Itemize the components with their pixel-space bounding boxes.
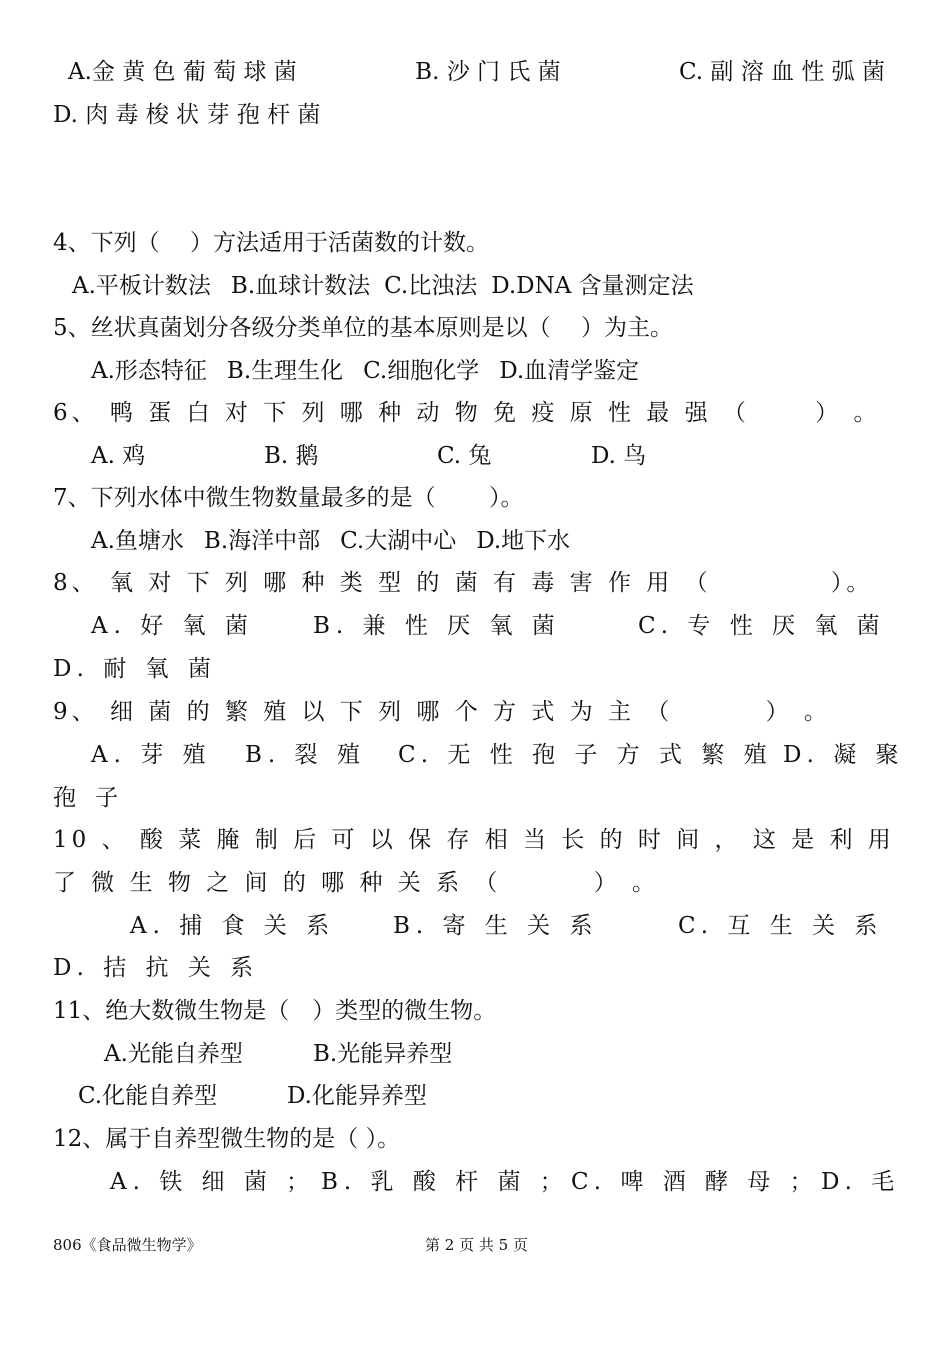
option-c: C. 副 溶 血 性 弧 菌 [679, 59, 885, 85]
option-b: B. 裂 殖 [245, 742, 366, 768]
option-d: D. 毛 [821, 1169, 901, 1195]
option-d: D. 鸟 [591, 443, 647, 469]
options-q11-ab [53, 1039, 885, 1069]
options-q11-cd [53, 1081, 885, 1111]
options-q10 [53, 911, 885, 941]
option-b: B. 鹅 [264, 443, 319, 469]
option-c: C.化能自养型 [78, 1083, 218, 1109]
option-c: C. 啤 酒 酵 母 ； [571, 1169, 819, 1195]
option-c: C. 兔 [437, 443, 492, 469]
footer-page-number: 第 2 页 共 5 页 [425, 1236, 528, 1254]
option-a: A. 捕 食 关 系 [130, 913, 336, 939]
option-d: D.地下水 [476, 528, 571, 554]
option-d: D. 凝 聚 [783, 742, 905, 768]
option-c: C.细胞化学 [363, 358, 480, 384]
question-10-line-2: 了 微 生 物 之 间 的 哪 种 关 系 （ ） 。 [53, 870, 660, 896]
question-6: 6、 鸭 蛋 白 对 下 列 哪 种 动 物 免 疫 原 性 最 强 （ ） 。 [53, 400, 881, 426]
option-d-q10: D. 拮 抗 关 系 [53, 955, 260, 981]
question-11: 11、绝大数微生物是（ ）类型的微生物。 [53, 998, 497, 1024]
option-c: C. 专 性 厌 氧 菌 [638, 613, 886, 639]
option-a: A. 好 氧 菌 [91, 613, 254, 639]
question-8: 8、 氧 对 下 列 哪 种 类 型 的 菌 有 毒 害 作 用 （ ）。 [53, 570, 874, 596]
question-7: 7、下列水体中微生物数量最多的是（ ）。 [53, 485, 524, 511]
option-b: B. 寄 生 关 系 [393, 913, 599, 939]
options-q7 [91, 526, 923, 556]
question-10-line-1: 10 、 酸 菜 腌 制 后 可 以 保 存 相 当 长 的 时 间 ， 这 是 利 用 [53, 827, 895, 853]
options-q8 [53, 611, 885, 641]
option-d-q8: D. 耐 氧 菌 [53, 656, 217, 682]
question-12: 12、属于自养型微生物的是（ ）。 [53, 1126, 401, 1152]
option-d: D.化能异养型 [287, 1083, 427, 1109]
question-5: 5、丝状真菌划分各级分类单位的基本原则是以（ ）为主。 [53, 315, 673, 341]
option-c: C. 无 性 孢 子 方 式 繁 殖 [398, 742, 773, 768]
option-a: A.形态特征 [91, 358, 207, 384]
footer-course-title: 806《食品微生物学》 [53, 1236, 202, 1254]
option-b: B. 乳 酸 杆 菌 ； [321, 1169, 569, 1195]
option-a: A.光能自养型 [104, 1041, 243, 1067]
option-a: A. 芽 殖 [91, 742, 212, 768]
option-b: B.光能异养型 [313, 1041, 453, 1067]
option-c: C.比浊法 [384, 273, 478, 299]
option-b: B.海洋中部 [203, 528, 321, 554]
question-9: 9、 细 菌 的 繁 殖 以 下 列 哪 个 方 式 为 主 （ ） 。 [53, 699, 831, 725]
option-a: A.鱼塘水 [91, 528, 184, 554]
option-b: B. 兼 性 厌 氧 菌 [313, 613, 561, 639]
option-d-q3: D. 肉 毒 梭 状 芽 孢 杆 菌 [53, 102, 321, 128]
option-a: A. 铁 细 菌 ； [110, 1169, 316, 1195]
option-d: D.血清学鉴定 [499, 358, 640, 384]
option-b: B.血球计数法 [230, 273, 371, 299]
option-c: C.大湖中心 [340, 528, 457, 554]
options-q12 [53, 1167, 901, 1197]
options-q6 [53, 441, 885, 471]
option-a: A.金 黄 色 葡 萄 球 菌 [68, 59, 297, 85]
options-q9 [53, 740, 905, 770]
options-q5 [91, 356, 923, 386]
option-d: D.DNA 含量测定法 [491, 273, 694, 299]
option-d-q9-continued: 孢 子 [53, 785, 125, 811]
option-a: A. 鸡 [91, 443, 146, 469]
option-a: A.平板计数法 [72, 273, 211, 299]
option-c: C. 互 生 关 系 [678, 913, 884, 939]
options-row-q3-abc [68, 57, 885, 87]
option-b: B. 沙 门 氏 菌 [415, 59, 561, 85]
question-4: 4、下列（ ）方法适用于活菌数的计数。 [53, 230, 489, 256]
options-q4 [72, 271, 904, 301]
option-b: B.生理生化 [226, 358, 344, 384]
